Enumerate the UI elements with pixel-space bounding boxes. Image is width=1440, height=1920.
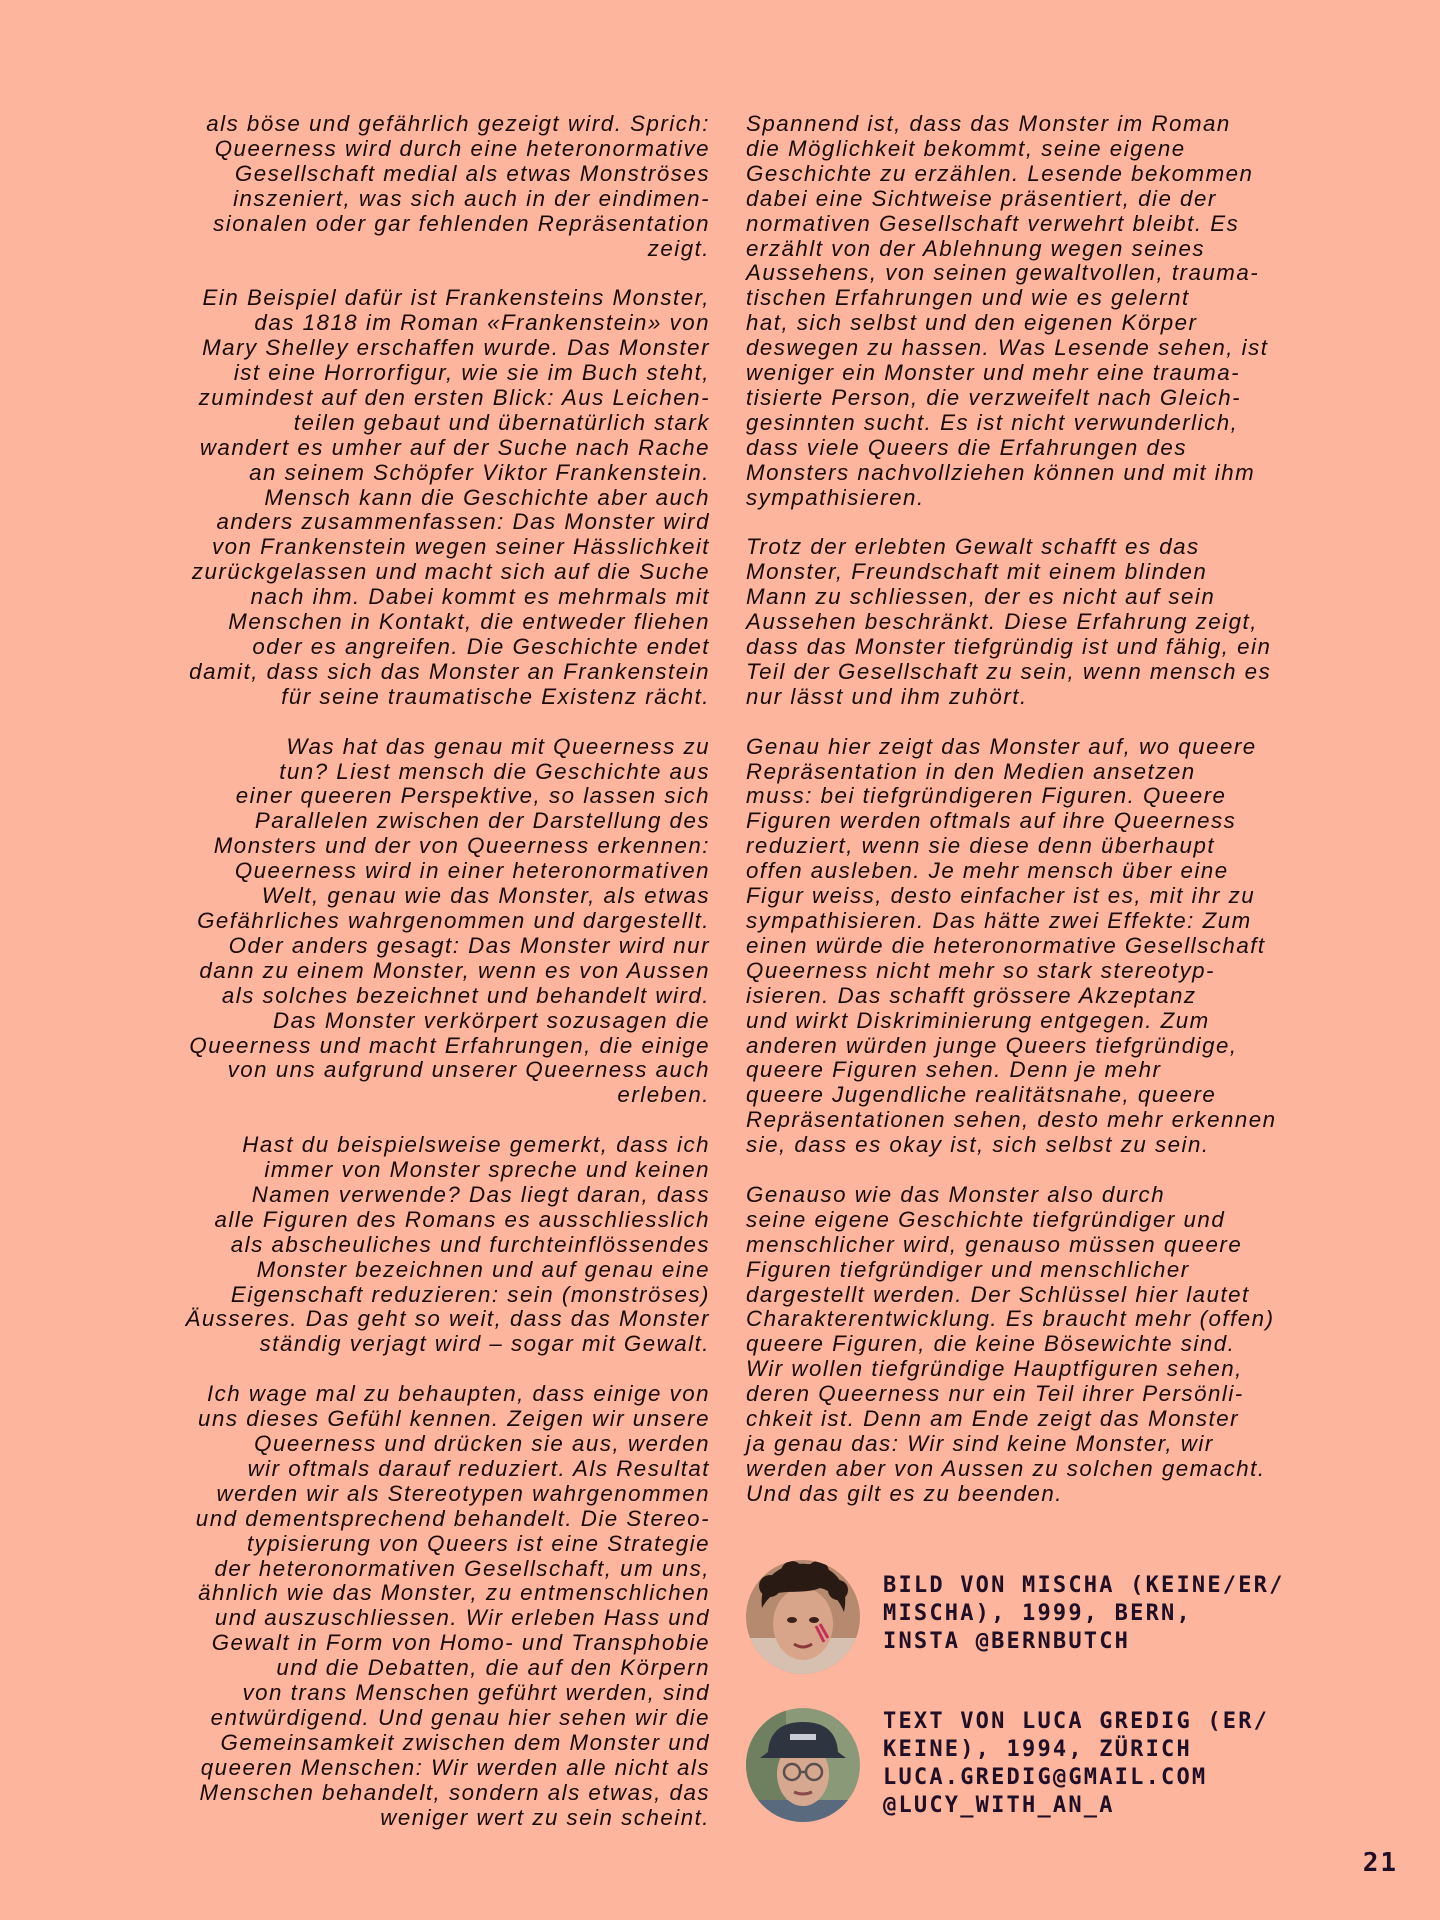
text-line: Monster, Freundschaft mit einem blinden [746,559,1208,585]
text-line: von uns aufgrund unserer Queerness auch [227,1057,710,1083]
text-line: sionalen oder gar fehlenden Repräsentation [213,210,710,236]
text-line: für seine traumatische Existenz rächt. [281,683,710,709]
text-line: Queerness nicht mehr so stark stereotyp- [746,957,1215,983]
text-line: der heteronormativen Gesellschaft, um uns, [214,1555,710,1581]
text-line: erzählt von der Ablehnung wegen seines [746,235,1206,261]
text-line: offen ausleben. Je mehr mensch über eine [746,858,1229,884]
text-line: zeigt. [647,235,710,261]
text-line: und wirkt Diskriminierung entgegen. Zum [746,1007,1210,1033]
text-line: sympathisieren. [746,484,925,510]
text-line: das 1818 im Roman «Frankenstein» von [254,310,710,336]
text-line: seine eigene Geschichte tiefgründiger und [746,1206,1226,1232]
paragraph [746,535,1376,709]
text-line: Welt, genau wie das Monster, als etwas [261,883,710,909]
text-line: Spannend ist, dass das Monster im Roman [746,111,1231,136]
avatar-mischa [746,1560,860,1674]
credit-line: MISCHA), 1999, BERN, [883,1601,1192,1626]
paragraph [94,112,710,261]
page-number: 21 [1362,1848,1398,1878]
text-line: Queerness wird durch eine heteronormative [214,135,710,161]
text-line: uns dieses Gefühl kennen. Zeigen wir unsere [198,1406,710,1432]
text-line: Monster bezeichnen und auf genau eine [256,1256,710,1282]
text-line: inszeniert, was sich auch in der eindimen- [233,185,710,211]
credit-line: INSTA @BERNBUTCH [883,1629,1131,1654]
text-line: einen würde die heteronormative Gesellschaft [746,932,1266,958]
left-text-column [94,112,710,1855]
text-line: queere Figuren, die keine Bösewichte sind. [746,1331,1236,1357]
text-line: dargestellt werden. Der Schlüssel hier lautet [746,1281,1250,1307]
text-line: ist eine Horrorfigur, wie sie im Buch steht, [233,360,710,386]
text-line: und auszuschliessen. Wir erleben Hass und [214,1605,710,1631]
text-line: Aussehens, von seinen gewaltvollen, trauma- [746,260,1260,286]
text-line: tun? Liest mensch die Geschichte aus [279,758,710,784]
text-line: Wir wollen tiefgründige Hauptfiguren sehen, [746,1356,1243,1382]
text-line: Hast du beispielsweise gemerkt, dass ich [242,1132,710,1158]
text-line: reduziert, wenn sie diese denn überhaupt [746,833,1216,859]
text-line: queere Figuren sehen. Denn je mehr [746,1057,1162,1083]
text-line: Menschen in Kontakt, die entweder fliehen [228,609,710,635]
text-line: als abscheuliches und furchteinflössendes [230,1231,710,1257]
text-line: deswegen zu hassen. Was Lesende sehen, ist [746,335,1269,361]
text-line: Ich wage mal zu behaupten, dass einige von [206,1381,710,1407]
text-line: von Frankenstein wegen seiner Hässlichkeit [211,534,710,560]
photo-credit-text [883,1572,1285,1656]
text-line: weniger ein Monster und mehr eine trauma- [746,360,1241,386]
text-line: muss: bei tiefgründigeren Figuren. Queere [746,783,1227,809]
text-line: Eigenschaft reduzieren: sein (monströses) [230,1281,710,1307]
credit-line: LUCA.GREDIG@GMAIL.COM [883,1765,1208,1790]
photo-credit [746,1556,1386,1676]
text-line: Queerness wird in einer heteronormativen [234,858,710,884]
text-line: Repräsentationen sehen, desto mehr erkennen [746,1107,1277,1133]
text-line: und dementsprechend behandelt. Die Stereo- [195,1505,710,1531]
text-line: Trotz der erlebten Gewalt schafft es das [746,534,1200,560]
text-line: und die Debatten, die auf den Körpern [276,1655,710,1681]
text-line: Mary Shelley erschaffen wurde. Das Monster [202,335,710,361]
text-line: Figuren tiefgründiger und menschlicher [746,1256,1190,1282]
text-line: oder es angreifen. Die Geschichte endet [252,634,710,660]
text-line: Und das gilt es zu beenden. [746,1480,1063,1506]
text-line: hat, sich selbst und den eigenen Körper [746,310,1198,336]
text-line: Äusseres. Das geht so weit, dass das Monster [185,1306,710,1332]
text-line: Gemeinsamkeit zwischen dem Monster und [220,1729,710,1755]
text-line: Repräsentation in den Medien ansetzen [746,758,1196,784]
text-line: Figur weiss, desto einfacher ist es, mit ihr zu [746,883,1256,909]
avatar-luca [746,1708,860,1822]
text-line: von trans Menschen geführt werden, sind [242,1680,710,1706]
text-line: alle Figuren des Romans es ausschliesslich [214,1206,710,1232]
text-line: damit, dass sich das Monster an Frankenstein [189,658,710,684]
text-line: Monsters und der von Queerness erkennen: [213,833,710,859]
text-line: Mann zu schliessen, der es nicht auf sein [746,584,1216,610]
text-line: ähnlich wie das Monster, zu entmenschlichen [198,1580,710,1606]
text-line: dass viele Queers die Erfahrungen des [746,434,1187,460]
text-line: sie, dass es okay ist, sich selbst zu sein. [746,1132,1210,1158]
text-line: Was hat das genau mit Queerness zu [286,733,710,759]
text-line: anders zusammenfassen: Das Monster wird [216,509,710,535]
text-line: Mensch kann die Geschichte aber auch [264,484,710,510]
text-line: ja genau das: Wir sind keine Monster, wir [746,1430,1214,1456]
text-line: Namen verwende? Das liegt daran, dass [251,1181,710,1207]
text-line: queere Jugendliche realitätsnahe, queere [746,1082,1217,1108]
text-line: dass das Monster tiefgründig ist und fähig, ein [746,634,1272,660]
text-line: ständig verjagt wird – sogar mit Gewalt. [259,1331,710,1357]
text-line: wir oftmals darauf reduziert. Als Resultat [247,1455,710,1481]
text-line: an seinem Schöpfer Viktor Frankenstein. [249,459,710,485]
text-line: Charakterentwicklung. Es braucht mehr (offen) [746,1306,1275,1332]
text-line: weniger wert zu sein scheint. [380,1804,710,1830]
text-line: Parallelen zwischen der Darstellung des [254,808,710,834]
text-line: Teil der Gesellschaft zu sein, wenn mensch es [746,658,1272,684]
text-line: menschlicher wird, genauso müssen queere [746,1231,1243,1257]
credit-line: TEXT VON LUCA GREDIG (ER/ [883,1709,1270,1734]
paragraph [94,286,710,709]
text-line: Genauso wie das Monster also durch [746,1181,1166,1207]
text-line: Geschichte zu erzählen. Lesende bekommen [746,160,1254,186]
text-line: Gesellschaft medial als etwas Monströses [234,160,710,186]
text-line: queeren Menschen: Wir werden alle nicht als [200,1754,710,1780]
text-line: gesinnten sucht. Es ist nicht verwunderlich, [746,409,1239,435]
text-line: immer von Monster spreche und keinen [264,1157,710,1183]
text-line: wandert es umher auf der Suche nach Rache [199,434,710,460]
credit-line: @LUCY_WITH_AN_A [883,1793,1115,1818]
text-line: Das Monster verkörpert sozusagen die [273,1007,710,1033]
paragraph [746,735,1376,1158]
text-line: als solches bezeichnet und behandelt wird. [221,982,710,1008]
text-line: Ein Beispiel dafür ist Frankensteins Monster, [202,285,710,311]
right-text-column [746,112,1376,1532]
text-line: Gefährliches wahrgenommen und dargestellt. [197,907,710,933]
text-line: zumindest auf den ersten Blick: Aus Leichen- [198,384,710,410]
paragraph [746,1183,1376,1507]
text-line: Queerness und drücken sie aus, werden [254,1430,710,1456]
text-credit-text [883,1708,1269,1820]
text-line: einer queeren Perspektive, so lassen sich [235,783,710,809]
text-line: die Möglichkeit bekommt, seine eigene [746,135,1186,161]
text-line: nach ihm. Dabei kommt es mehrmals mit [250,584,710,610]
text-line: Oder anders gesagt: Das Monster wird nur [228,932,710,958]
text-credit [746,1704,1386,1824]
text-line: typisierung von Queers ist eine Strategie [246,1530,710,1556]
text-line: chkeit ist. Denn am Ende zeigt das Monster [746,1406,1240,1432]
text-line: teilen gebaut und übernatürlich stark [293,409,710,435]
text-line: entwürdigend. Und genau hier sehen wir die [210,1704,710,1730]
text-line: Aussehen beschränkt. Diese Erfahrung zeigt, [746,609,1258,635]
credit-line: BILD VON MISCHA (KEINE/ER/ [883,1573,1285,1598]
text-line: zurückgelassen und macht sich auf die Suche [191,559,710,585]
paragraph [746,112,1376,511]
text-line: werden wir als Stereotypen wahrgenommen [216,1480,710,1506]
text-line: nur lässt und ihm zuhört. [746,683,1028,709]
text-line: Genau hier zeigt das Monster auf, wo queere [746,733,1257,759]
text-line: erleben. [617,1082,710,1108]
credit-line: KEINE), 1994, ZÜRICH [883,1737,1192,1762]
text-line: Gewalt in Form von Homo- und Transphobie [211,1630,710,1656]
text-line: anderen würden junge Queers tiefgründige, [746,1032,1238,1058]
text-line: Monsters nachvollziehen können und mit ihm [746,459,1256,485]
text-line: deren Queerness nur ein Teil ihrer Persönli- [746,1381,1244,1407]
text-line: dann zu einem Monster, wenn es von Aussen [199,957,710,983]
paragraph [94,1382,710,1830]
text-line: werden aber von Aussen zu solchen gemacht. [746,1455,1266,1481]
paragraph [94,735,710,1109]
text-line: als böse und gefährlich gezeigt wird. Sprich: [206,111,710,136]
text-line: tischen Erfahrungen und wie es gelernt [746,285,1190,311]
paragraph [94,1133,710,1357]
text-line: dabei eine Sichtweise präsentiert, die der [746,185,1217,211]
text-line: Menschen behandelt, sondern als etwas, das [199,1779,710,1805]
text-line: normativen Gesellschaft verwehrt bleibt. Es [746,210,1240,236]
text-line: tisierte Person, die verzweifelt nach Gleich- [746,384,1242,410]
text-line: sympathisieren. Das hätte zwei Effekte: Zum [746,907,1252,933]
text-line: Queerness und macht Erfahrungen, die einige [189,1032,710,1058]
text-line: Figuren werden oftmals auf ihre Queerness [746,808,1237,834]
text-line: isieren. Das schafft grössere Akzeptanz [746,982,1197,1008]
